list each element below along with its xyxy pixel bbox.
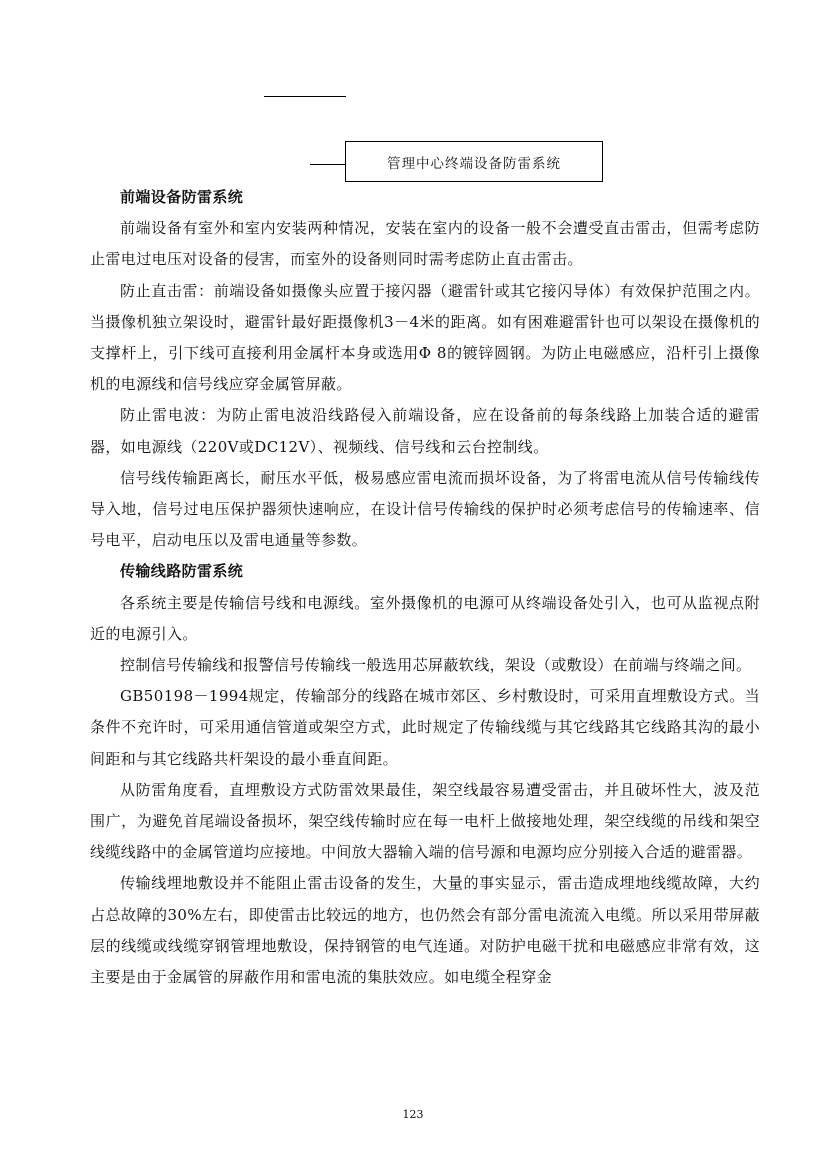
paragraph: 前端设备有室外和室内安装两种情况，安装在室内的设备一般不会遭受直击雷击，但需考虑防止雷电过电压对设备的侵害，而室外的设备则同时需考虑防止直击雷击。 <box>90 219 760 269</box>
paragraph: 传输线埋地敷设并不能阻止雷击设备的发生，大量的事实显示，雷击造成埋地线缆故障，大约占总故障的30%左右，即使雷击比较远的地方，也仍然会有部分雷电流流入电缆。所以采用带屏蔽层的线缆或线缆穿钢管埋地敷设，保持钢管的电气连通。对防护电磁干扰和电磁感应非常有效，这主要是由于金属管的屏蔽作用和雷电流的集肤效应。如电缆全程穿金 <box>90 874 760 987</box>
paragraph: 防止直击雷：前端设备如摄像头应置于接闪器（避雷针或其它接闪导体）有效保护范围之内。当摄像机独立架设时，避雷针最好距摄像机3－4米的距离。如有困难避雷针也可以架设在摄像机的支撑杆上，引下线可直接利用金属杆本身或选用Φ 8的镀锌圆钢。为防止电磁感应，沿杆引上摄像机的电源线和信号线应穿金属管屏蔽。 <box>90 281 760 394</box>
paragraph: 控制信号传输线和报警信号传输线一般选用芯屏蔽软线，架设（或敷设）在前端与终端之间。 <box>120 656 752 675</box>
paragraph: 防止雷电波：为防止雷电波沿线路侵入前端设备，应在设备前的每条线路上加装合适的避雷器，如电源线（220V或DC12V）、视频线、信号线和云台控制线。 <box>90 406 760 456</box>
document-body <box>90 182 760 993</box>
paragraph: 从防雷角度看，直埋敷设方式防雷效果最佳，架空线最容易遭受雷击，并且破坏性大，波及范围广，为避免首尾端设备损坏，架空线传输时应在每一电杆上做接地处理，架空线缆的吊线和架空线缆线路中的金属管道均应接地。中间放大器输入端的信号源和电源均应分别接入合适的避雷器。 <box>90 780 760 862</box>
page-number: 123 <box>402 1108 424 1121</box>
diagram-connector-line <box>310 164 345 165</box>
diagram-box-management-center <box>345 141 603 182</box>
diagram-box-label: 管理中心终端设备防雷系统 <box>387 155 561 172</box>
paragraph: 各系统主要是传输信号线和电源线。室外摄像机的电源可从终端设备处引入，也可从监视点附近的电源引入。 <box>90 593 760 643</box>
section-heading-frontend: 前端设备防雷系统 <box>120 188 244 206</box>
diagram-top-line <box>264 96 346 97</box>
section-heading-transmission: 传输线路防雷系统 <box>120 562 244 581</box>
paragraph: GB50198－1994规定，传输部分的线路在城市郊区、乡村敷设时，可采用直埋敷设方式。当条件不充许时，可采用通信管道或架空方式，此时规定了传输线缆与其它线路其它线路其沟的最小间距和与其它线路共杆架设的最小垂直间距。 <box>90 687 760 768</box>
paragraph: 信号线传输距离长，耐压水平低，极易感应雷电流而损坏设备，为了将雷电流从信号传输线传导入地，信号过电压保护器须快速响应，在设计信号传输线的保护时必须考虑信号的传输速率、信号电平，启动电压以及雷电通量等参数。 <box>90 468 760 550</box>
